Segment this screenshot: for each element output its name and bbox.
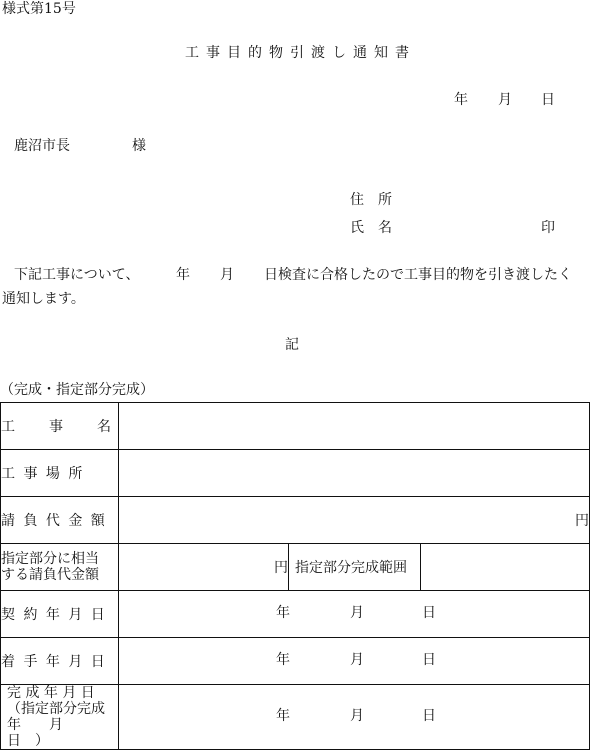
section-note: （完成・指定部分完成） [0,382,154,398]
completion-date-month: 月 [350,708,364,724]
start-date-month: 月 [350,652,364,668]
yen-unit: 円 [575,513,590,529]
table-row [1,450,590,497]
start-date-label: 着 手 年 月 日 [1,638,119,685]
body-part3: 通知します。 [2,291,85,307]
body-part2: 日検査に合格したので工事目的物を引き渡したく [264,267,572,283]
designated-scope-value[interactable] [421,544,590,591]
completion-date-year: 年 [276,708,290,724]
body-year: 年 [176,267,190,283]
table-row [1,544,590,591]
completion-line1: 完 成 年 月 日 [7,685,95,701]
designated-scope-label: 指定部分完成範囲 [289,544,421,591]
contract-date-day: 日 [422,605,436,621]
construction-site-value[interactable] [119,450,590,497]
date-year: 年 [454,92,468,108]
body-month: 月 [220,267,234,283]
contract-date-year: 年 [276,605,290,621]
completion-date-value[interactable] [119,685,590,750]
completion-line2: （指定部分完成 [7,701,105,717]
contract-date-month: 月 [350,605,364,621]
start-date-year: 年 [276,652,290,668]
form-number: 様式第15号 [2,1,76,17]
designated-price-line1: 指定部分に相当 [1,551,99,567]
designated-price-label [1,544,119,591]
honorific: 様 [132,138,146,154]
addressee: 鹿沼市長 [14,138,70,154]
body-part1: 下記工事について、 [14,267,140,283]
designated-price-value[interactable] [119,544,289,591]
construction-site-label: 工 事 場 所 [1,450,119,497]
start-date-day: 日 [422,652,436,668]
contract-date-label: 契 約 年 月 日 [1,591,119,638]
construction-name-label: 工 事 名 [1,403,119,450]
date-day: 日 [541,92,555,108]
table-row [1,591,590,638]
document-title: 工事目的物引渡し通知書 [185,45,416,61]
designated-price-line2: する請負代金額 [1,567,99,583]
table-row [1,403,590,450]
details-table [0,402,590,750]
table-row [1,497,590,544]
table-row [1,638,590,685]
completion-line3: 年 月 日 ） [7,717,91,749]
contract-price-label: 請 負 代 金 額 [1,497,119,544]
seal-mark: 印 [541,220,555,236]
table-row [1,685,590,750]
contract-date-value[interactable] [119,591,590,638]
designated-yen-unit: 円 [274,560,288,576]
date-month: 月 [498,92,512,108]
name-label: 氏 名 [350,220,392,236]
address-label: 住 所 [350,192,392,208]
completion-date-day: 日 [422,708,436,724]
contract-price-value[interactable] [119,497,590,544]
ki-heading: 記 [285,337,299,353]
construction-name-value[interactable] [119,403,590,450]
completion-date-label [1,685,119,750]
start-date-value[interactable] [119,638,590,685]
